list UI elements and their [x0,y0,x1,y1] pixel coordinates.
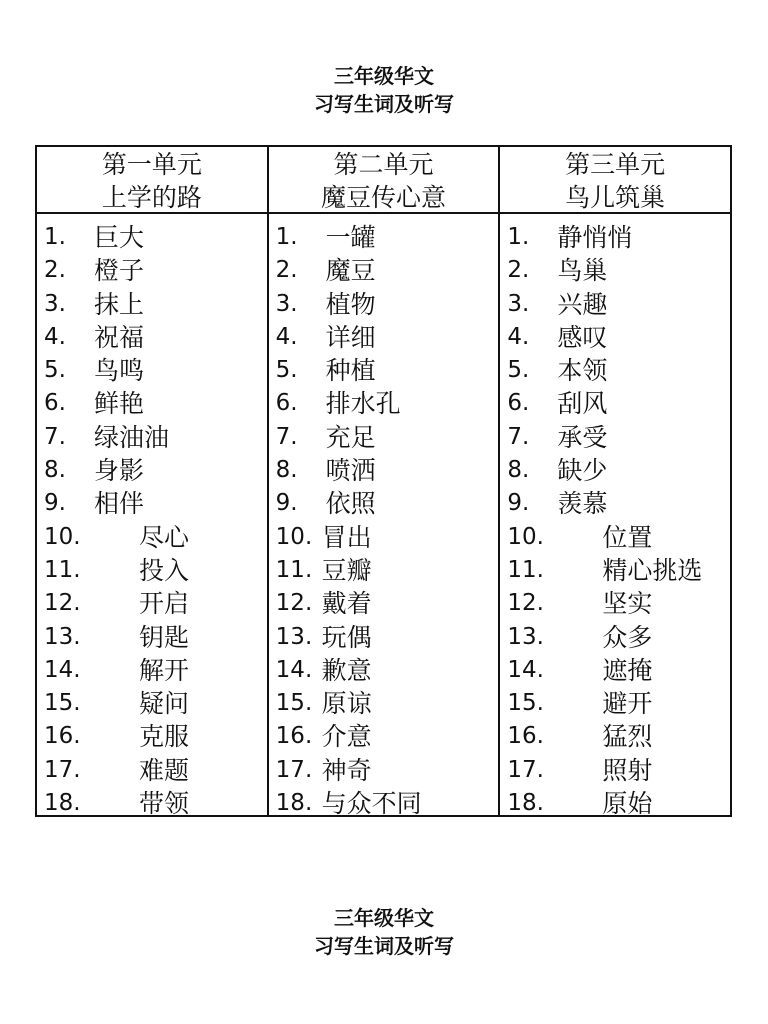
item-number: 9. [44,490,66,517]
list-item [37,321,267,354]
vocab-word: 原始 [602,789,653,819]
item-number: 14. [507,656,544,683]
list-item [37,354,267,387]
list-item [500,787,730,820]
item-number: 4. [507,323,530,350]
vocab-word: 承受 [557,422,608,452]
list-item [500,621,730,654]
item-number: 4. [275,323,298,350]
vocab-word: 豆瓣 [321,555,372,585]
list-item [37,754,267,787]
item-number: 5. [275,357,298,384]
list-item [269,454,499,487]
item-number: 12. [275,590,313,617]
item-number: 13. [507,623,544,650]
item-number: 14. [275,656,313,683]
footer-line-subject: 习写生词及听写 [314,934,454,958]
list-item [37,687,267,720]
list-item [37,288,267,321]
item-number: 1. [44,224,66,250]
vocab-word: 植物 [325,289,376,319]
unit-number: 第三单元 [565,150,666,179]
vocab-word: 依照 [325,489,376,519]
list-item [500,421,730,454]
unit-title: 魔豆传心意 [321,183,447,212]
unit-number: 第二单元 [333,150,434,179]
unit-header [37,147,267,214]
list-item [37,254,267,287]
vocab-word: 本领 [557,356,608,386]
item-number: 3. [275,290,298,317]
vocab-word: 介意 [321,722,372,752]
list-item [269,387,499,420]
page-title [0,62,768,118]
word-list [500,214,730,820]
list-item [269,754,499,787]
unit-column-2 [269,147,501,819]
item-number: 15. [44,690,81,717]
item-number: 2. [275,257,298,284]
item-number: 8. [275,457,298,484]
item-number: 14. [44,656,81,683]
item-number: 18. [44,790,81,817]
item-number: 9. [275,490,298,517]
list-item [500,587,730,620]
item-number: 8. [507,457,530,484]
page-footer-title [0,904,768,960]
item-number: 3. [507,290,530,317]
vocab-word: 遮掩 [602,655,653,685]
item-number: 2. [44,257,66,284]
vocab-word: 玩偶 [321,622,372,652]
title-line-grade: 三年级华文 [334,64,434,88]
item-number: 7. [507,423,530,450]
vocab-word: 抹上 [94,289,145,319]
vocab-word: 冒出 [321,522,372,552]
vocab-word: 原谅 [321,689,372,719]
list-item [269,254,499,287]
item-number: 16. [44,723,81,750]
vocab-word: 一罐 [325,223,376,252]
vocab-word: 身影 [94,456,145,486]
vocab-word: 巨大 [94,223,145,252]
item-number: 9. [507,490,530,517]
list-item [269,487,499,520]
item-number: 16. [275,723,313,750]
vocab-word: 歉意 [321,655,372,685]
vocab-word: 神奇 [321,755,372,785]
vocab-word: 投入 [139,555,190,585]
item-number: 8. [44,457,66,484]
vocab-word: 喷洒 [325,456,376,486]
list-item [500,487,730,520]
unit-header [500,147,730,214]
item-number: 17. [275,756,313,783]
vocab-word: 静悄悄 [557,223,633,252]
list-item [269,321,499,354]
vocab-word: 魔豆 [325,256,376,286]
word-list [269,214,499,820]
vocab-word: 位置 [602,522,653,552]
item-number: 15. [275,690,313,717]
item-number: 11. [275,556,313,583]
list-item [500,654,730,687]
list-item [269,521,499,554]
item-number: 7. [275,423,298,450]
list-item [500,354,730,387]
item-number: 5. [44,357,66,384]
list-item [500,288,730,321]
vocab-word: 充足 [325,422,376,452]
list-item [37,654,267,687]
vocab-word: 钥匙 [139,622,190,652]
unit-title: 上学的路 [101,183,202,212]
vocab-word: 排水孔 [325,389,401,419]
vocab-word: 绿油油 [94,422,170,452]
vocab-word: 缺少 [557,456,608,486]
list-item [500,720,730,753]
vocab-word: 橙子 [94,256,145,286]
list-item [269,421,499,454]
list-item [269,221,499,254]
vocab-word: 精心挑选 [602,555,703,585]
list-item [37,454,267,487]
word-list [37,214,267,820]
vocab-word: 兴趣 [557,289,608,319]
vocab-word: 带领 [139,789,190,819]
item-number: 11. [44,556,81,583]
list-item [500,254,730,287]
item-number: 18. [507,790,544,817]
unit-column-1 [37,147,269,819]
list-item [37,587,267,620]
item-number: 17. [507,756,544,783]
vocab-word: 疑问 [139,689,190,719]
vocab-word: 羡慕 [557,489,608,519]
vocab-word: 戴着 [321,589,372,619]
vocab-word: 鸟鸣 [94,356,145,386]
list-item [269,288,499,321]
item-number: 6. [275,390,298,417]
unit-number: 第一单元 [101,150,202,179]
item-number: 2. [507,257,530,284]
vocab-word: 刮风 [557,389,608,419]
item-number: 6. [507,390,530,417]
item-number: 11. [507,556,544,583]
item-number: 4. [44,323,66,350]
list-item [269,654,499,687]
list-item [500,521,730,554]
list-item [500,321,730,354]
footer-line-grade: 三年级华文 [334,906,434,930]
unit-column-3 [500,147,730,819]
list-item [37,487,267,520]
item-number: 7. [44,423,66,450]
list-item [269,687,499,720]
vocab-word: 相伴 [94,489,145,519]
vocab-word: 照射 [602,755,653,785]
list-item [500,454,730,487]
list-item [269,354,499,387]
list-item [37,421,267,454]
list-item [500,221,730,254]
item-number: 1. [275,224,298,250]
item-number: 17. [44,756,81,783]
item-number: 5. [507,357,530,384]
item-number: 12. [44,590,81,617]
vocab-word: 坚实 [602,589,653,619]
vocab-word: 尽心 [139,522,190,552]
list-item [37,787,267,820]
list-item [37,720,267,753]
item-number: 12. [507,590,544,617]
item-number: 10. [44,523,81,550]
vocabulary-table [35,145,732,817]
list-item [500,687,730,720]
vocab-word: 众多 [602,622,653,652]
vocab-word: 克服 [139,722,190,752]
vocab-word: 鸟巢 [557,256,608,286]
item-number: 6. [44,390,66,417]
item-number: 16. [507,723,544,750]
item-number: 15. [507,690,544,717]
list-item [269,554,499,587]
vocab-word: 与众不同 [321,789,422,819]
unit-header [269,147,499,214]
vocab-word: 感叹 [557,322,608,352]
list-item [37,221,267,254]
list-item [37,521,267,554]
item-number: 18. [275,790,313,817]
list-item [37,554,267,587]
list-item [37,621,267,654]
list-item [500,754,730,787]
list-item [269,720,499,753]
unit-title: 鸟儿筑巢 [565,183,666,212]
vocab-word: 种植 [325,356,376,386]
vocab-word: 开启 [139,589,190,619]
vocab-word: 详细 [325,322,376,352]
vocab-word: 难题 [139,755,190,785]
title-line-subject: 习写生词及听写 [314,92,454,116]
list-item [500,554,730,587]
item-number: 13. [275,623,313,650]
vocab-word: 猛烈 [602,722,653,752]
item-number: 3. [44,290,66,317]
list-item [500,387,730,420]
list-item [37,387,267,420]
vocab-word: 解开 [139,655,190,685]
item-number: 10. [275,523,313,550]
item-number: 10. [507,523,544,550]
item-number: 1. [507,224,530,250]
item-number: 13. [44,623,81,650]
list-item [269,787,499,820]
vocab-word: 祝福 [94,322,145,352]
vocab-word: 避开 [602,689,653,719]
list-item [269,587,499,620]
list-item [269,621,499,654]
vocab-word: 鲜艳 [94,389,145,419]
